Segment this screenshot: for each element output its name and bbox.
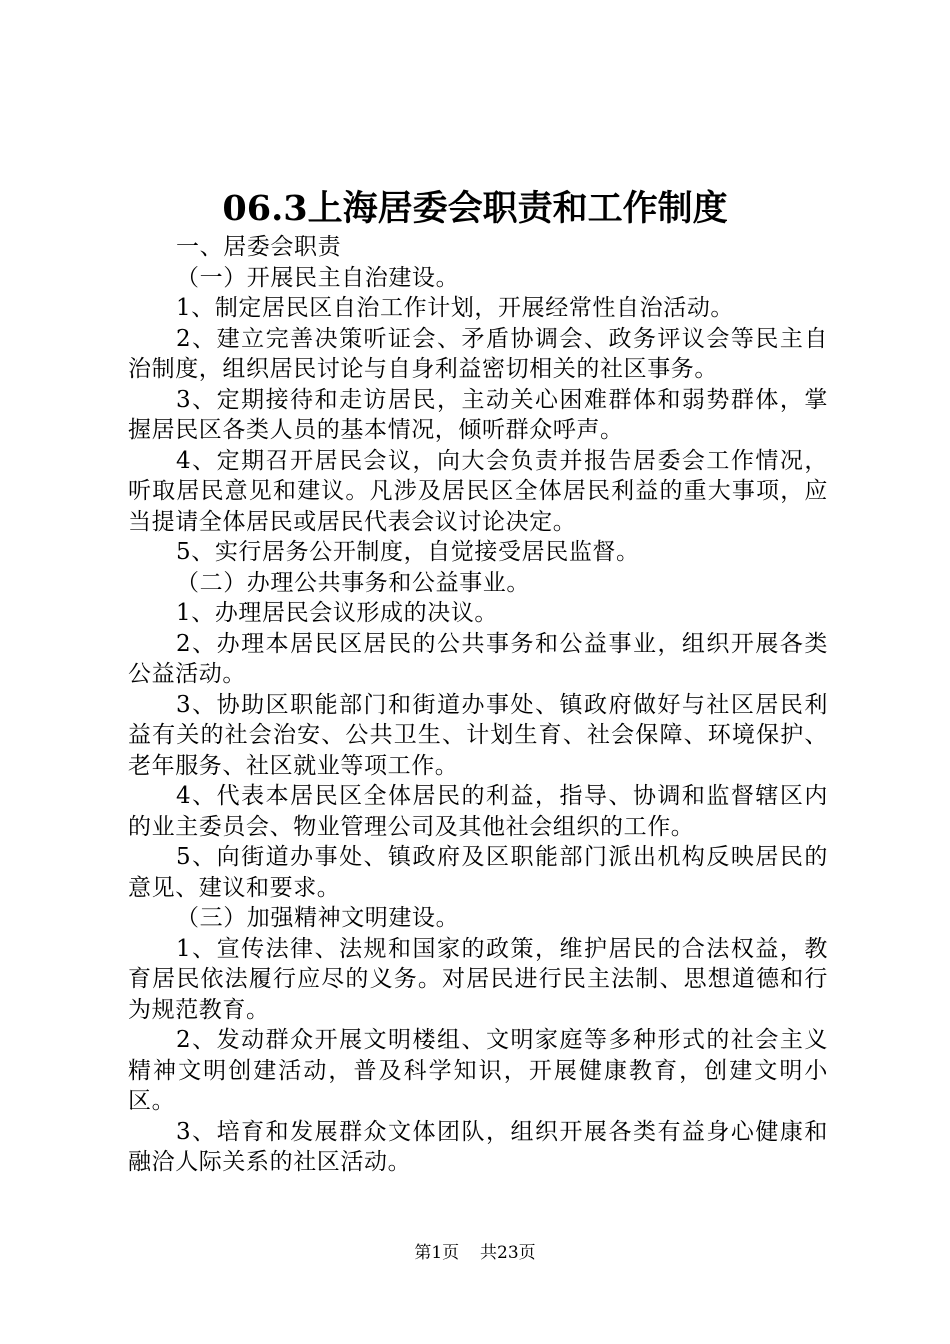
paragraph: 5、向街道办事处、镇政府及区职能部门派出机构反映居民的意见、建议和要求。: [128, 844, 828, 901]
paragraph: 3、定期接待和走访居民，主动关心困难群体和弱势群体，掌握居民区各类人员的基本情况，倾听群众呼声。: [128, 386, 828, 443]
page-total: 共23页: [480, 1243, 536, 1263]
paragraph: 2、办理本居民区居民的公共事务和公益事业，组织开展各类公益活动。: [128, 630, 828, 687]
document-body: [128, 232, 828, 1178]
document-title: 06.3上海居委会职责和工作制度: [222, 188, 728, 229]
paragraph: 5、实行居务公开制度，自觉接受居民监督。: [176, 539, 640, 565]
paragraph: 1、制定居民区自治工作计划，开展经常性自治活动。: [176, 295, 735, 321]
paragraph: 4、定期召开居民会议，向大会负责并报告居委会工作情况，听取居民意见和建议。凡涉及居民区全体居民利益的重大事项，应当提请全体居民或居民代表会议讨论决定。: [128, 447, 828, 535]
page-footer: [0, 1242, 950, 1264]
subsection-heading: （一）开展民主自治建设。: [176, 264, 460, 291]
paragraph: 3、培育和发展群众文体团队，组织开展各类有益身心健康和融洽人际关系的社区活动。: [128, 1118, 828, 1175]
page-number: 第1页: [414, 1243, 460, 1263]
section-heading: 一、居委会职责: [176, 234, 342, 260]
paragraph: 4、代表本居民区全体居民的利益，指导、协调和监督辖区内的业主委员会、物业管理公司及其他社会组织的工作。: [128, 783, 828, 840]
subsection-heading: （三）加强精神文明建设。: [176, 905, 460, 931]
subsection-heading: （二）办理公共事务和公益事业。: [176, 569, 530, 596]
paragraph: 1、办理居民会议形成的决议。: [176, 600, 499, 626]
paragraph: 2、发动群众开展文明楼组、文明家庭等多种形式的社会主义精神文明创建活动，普及科学知识，开展健康教育，创建文明小区。: [128, 1027, 828, 1114]
paragraph: 3、协助区职能部门和街道办事处、镇政府做好与社区居民利益有关的社会治安、公共卫生、计划生育、社会保障、环境保护、老年服务、社区就业等项工作。: [128, 691, 828, 779]
paragraph: 2、建立完善决策听证会、矛盾协调会、政务评议会等民主自治制度，组织居民讨论与自身利益密切相关的社区事务。: [128, 325, 828, 382]
paragraph: 1、宣传法律、法规和国家的政策，维护居民的合法权益，教育居民依法履行应尽的义务。对居民进行民主法制、思想道德和行为规范教育。: [128, 935, 828, 1023]
